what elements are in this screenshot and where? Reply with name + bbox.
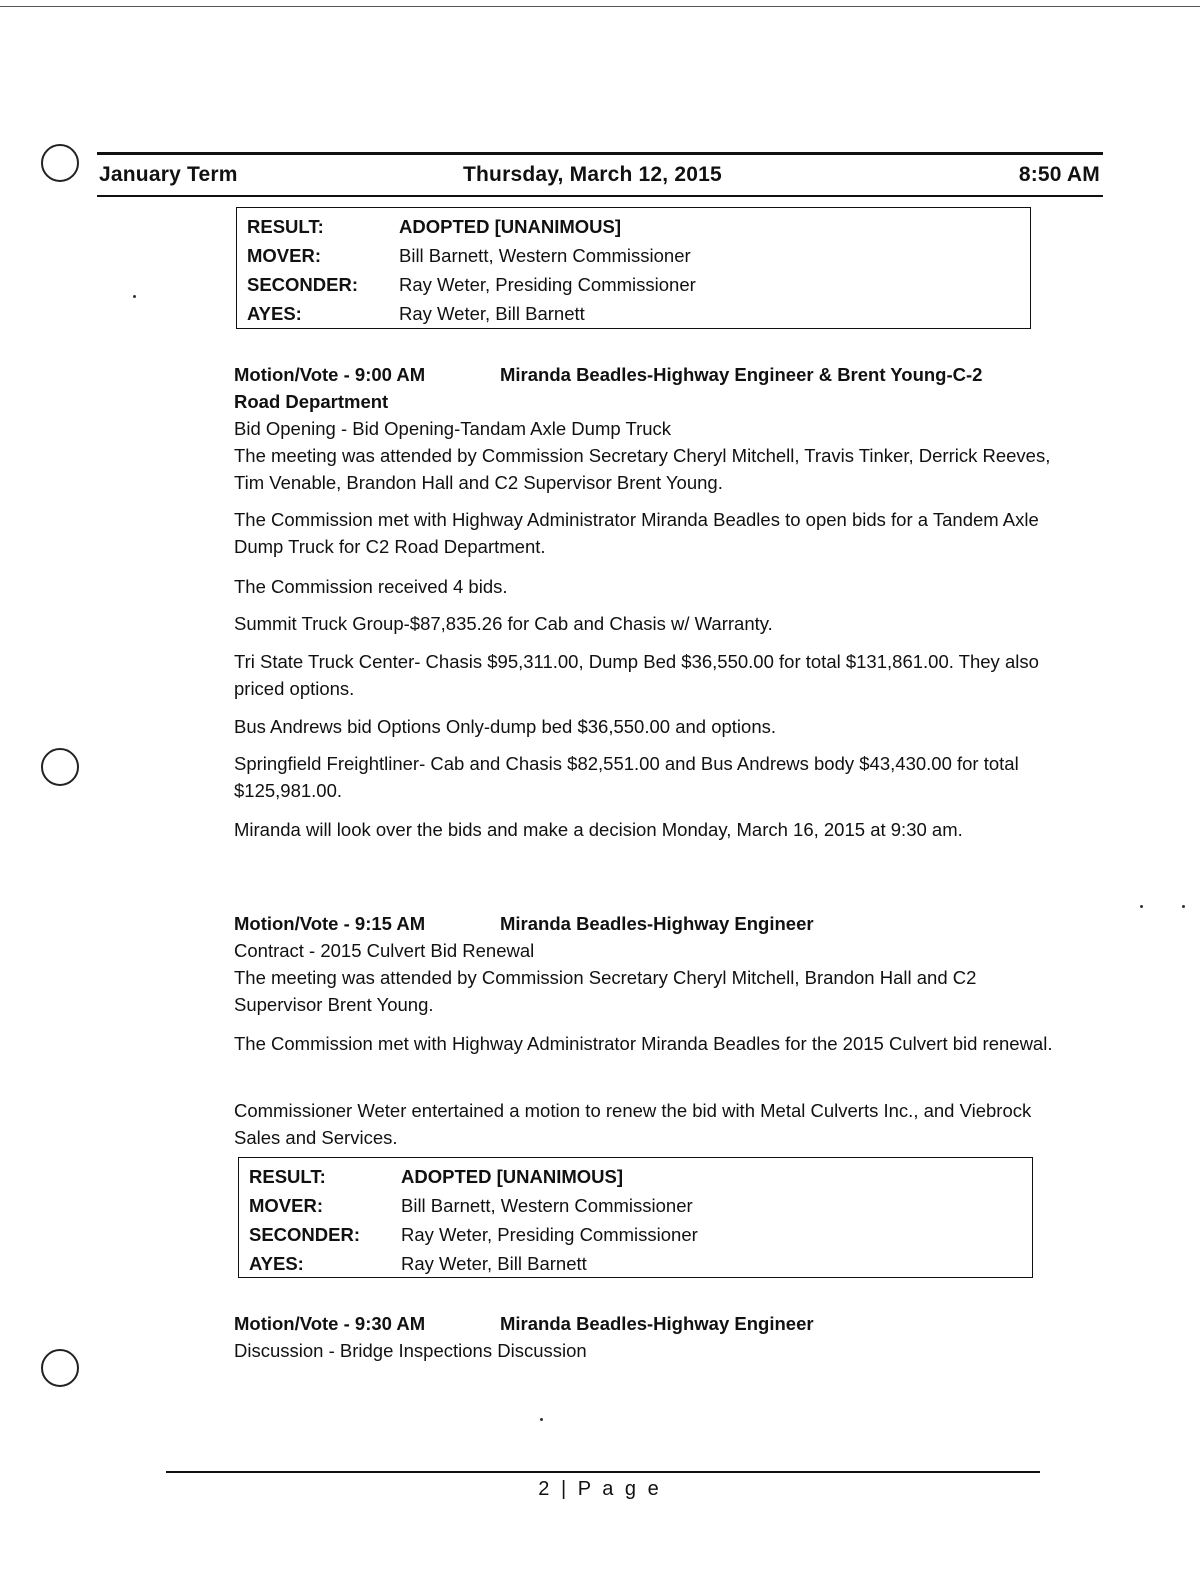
motion-3-subject: Discussion - Bridge Inspections Discussion bbox=[234, 1340, 587, 1361]
result-box-2 bbox=[238, 1157, 1033, 1278]
motion-2-subject: Contract - 2015 Culvert Bid Renewal bbox=[234, 940, 535, 961]
scan-speck bbox=[133, 295, 136, 298]
ayes-value: Ray Weter, Bill Barnett bbox=[399, 303, 585, 324]
motion-1-lead: Motion/Vote - 9:00 AM bbox=[234, 364, 426, 385]
seconder-row bbox=[249, 1220, 1032, 1249]
header-term: January Term bbox=[99, 163, 238, 186]
footer-rule bbox=[166, 1471, 1040, 1473]
header-rule-bottom bbox=[97, 195, 1103, 197]
header-time: 8:50 AM bbox=[1018, 163, 1100, 186]
scan-top-edge bbox=[0, 6, 1200, 7]
motion-3-heading bbox=[234, 1310, 1054, 1364]
motion-3-lead: Motion/Vote - 9:30 AM bbox=[234, 1313, 426, 1334]
scan-speck bbox=[540, 1418, 543, 1421]
page-number: 2 | P a g e bbox=[538, 1478, 662, 1500]
ayes-row bbox=[249, 1249, 1032, 1278]
mover-row bbox=[249, 1191, 1032, 1220]
punch-hole-middle bbox=[41, 748, 79, 786]
motion-1-paragraph: Bus Andrews bid Options Only-dump bed $36,550.00 and options. bbox=[234, 716, 776, 737]
mover-label: MOVER: bbox=[247, 245, 321, 266]
scan-speck bbox=[1182, 905, 1185, 908]
result-label: RESULT: bbox=[247, 216, 324, 237]
result-box-1 bbox=[236, 207, 1031, 329]
motion-2-paragraph: Commissioner Weter entertained a motion to renew the bid with Metal Culverts Inc., and Viebrock Sales and Services. bbox=[234, 1100, 1032, 1148]
motion-1-paragraph: Summit Truck Group-$87,835.26 for Cab and Chasis w/ Warranty. bbox=[234, 613, 773, 634]
motion-2-lead: Motion/Vote - 9:15 AM bbox=[234, 913, 426, 934]
result-row bbox=[249, 1162, 1032, 1191]
motion-2-heading bbox=[234, 910, 1054, 1018]
motion-1-paragraph: Springfield Freightliner- Cab and Chasis $82,551.00 and Bus Andrews body $43,430.00 for total $125,981.00. bbox=[234, 753, 1019, 801]
motion-1-paragraph: Tri State Truck Center- Chasis $95,311.00, Dump Bed $36,550.00 for total $131,861.00. They also priced options. bbox=[234, 651, 1039, 699]
motion-3-who: Miranda Beadles-Highway Engineer bbox=[500, 1313, 814, 1334]
motion-2-who: Miranda Beadles-Highway Engineer bbox=[500, 913, 814, 934]
motion-1-paragraph: The Commission received 4 bids. bbox=[234, 576, 508, 597]
result-row bbox=[247, 212, 1030, 241]
seconder-label: SECONDER: bbox=[247, 274, 359, 295]
motion-1-who: Miranda Beadles-Highway Engineer & Brent Young-C-2 bbox=[500, 364, 983, 385]
seconder-value: Ray Weter, Presiding Commissioner bbox=[399, 274, 696, 295]
motion-1-paragraph: Miranda will look over the bids and make a decision Monday, March 16, 2015 at 9:30 am. bbox=[234, 819, 963, 840]
ayes-value: Ray Weter, Bill Barnett bbox=[401, 1253, 587, 1274]
motion-2-attendance: The meeting was attended by Commission Secretary Cheryl Mitchell, Brandon Hall and C2 Supervisor Brent Young. bbox=[234, 967, 977, 1015]
header-rule-top bbox=[97, 152, 1103, 155]
motion-2-paragraph: The Commission met with Highway Administrator Miranda Beadles for the 2015 Culvert bid renewal. bbox=[234, 1033, 1053, 1054]
mover-value: Bill Barnett, Western Commissioner bbox=[399, 245, 691, 266]
scan-speck bbox=[1140, 905, 1143, 908]
punch-hole-top bbox=[41, 144, 79, 182]
result-value: ADOPTED [UNANIMOUS] bbox=[401, 1166, 623, 1187]
mover-label: MOVER: bbox=[249, 1195, 323, 1216]
motion-1-who-cont: Road Department bbox=[234, 391, 389, 412]
seconder-value: Ray Weter, Presiding Commissioner bbox=[401, 1224, 698, 1245]
motion-1-paragraph: The Commission met with Highway Administrator Miranda Beadles to open bids for a Tandem Axle Dump Truck for C2 Road Department. bbox=[234, 509, 1039, 557]
motion-1-attendance: The meeting was attended by Commission Secretary Cheryl Mitchell, Travis Tinker, Derrick Reeves, Tim Venable, Brandon Hall and C2 Supervisor Brent Young. bbox=[234, 445, 1051, 493]
header-date: Thursday, March 12, 2015 bbox=[463, 163, 722, 186]
mover-row bbox=[247, 241, 1030, 270]
result-label: RESULT: bbox=[249, 1166, 326, 1187]
ayes-label: AYES: bbox=[247, 303, 302, 324]
punch-hole-bottom bbox=[41, 1349, 79, 1387]
ayes-label: AYES: bbox=[249, 1253, 304, 1274]
ayes-row bbox=[247, 299, 1030, 328]
seconder-row bbox=[247, 270, 1030, 299]
seconder-label: SECONDER: bbox=[249, 1224, 361, 1245]
motion-1-heading bbox=[234, 361, 1054, 496]
motion-1-subject: Bid Opening - Bid Opening-Tandam Axle Dump Truck bbox=[234, 418, 672, 439]
mover-value: Bill Barnett, Western Commissioner bbox=[401, 1195, 693, 1216]
result-value: ADOPTED [UNANIMOUS] bbox=[399, 216, 621, 237]
